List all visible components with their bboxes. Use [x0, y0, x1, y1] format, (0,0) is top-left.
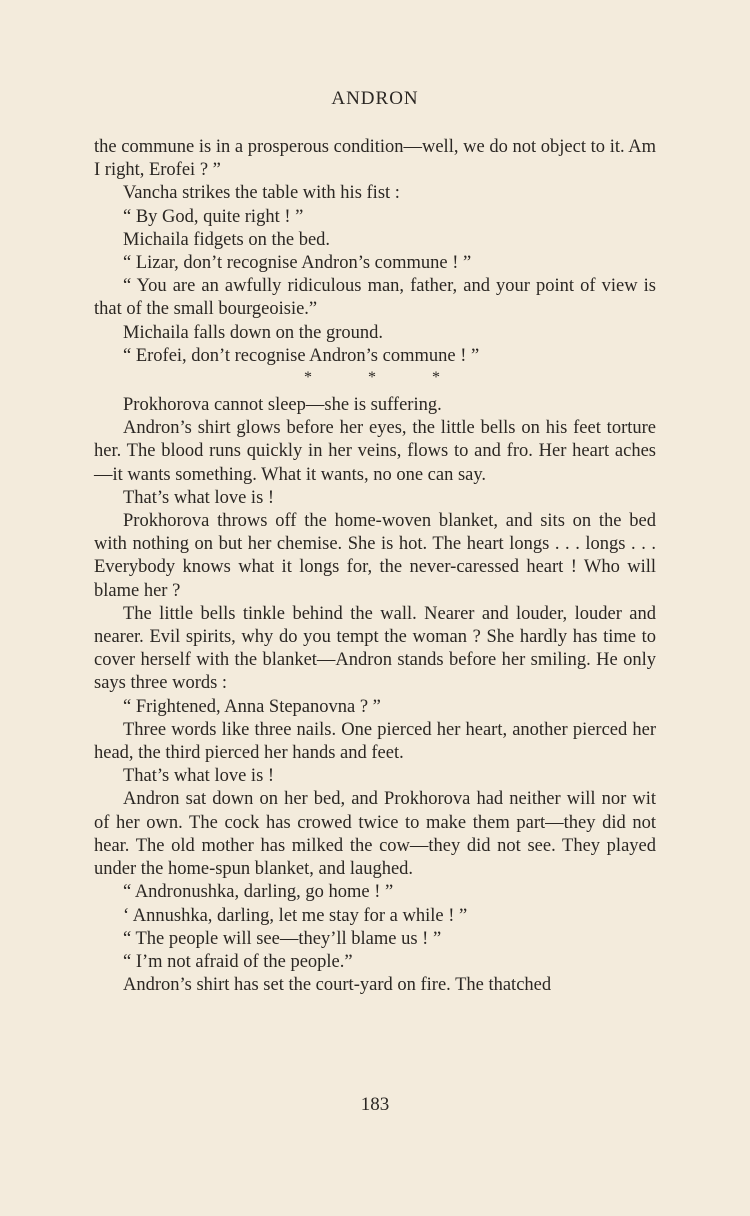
paragraph: Andron’s shirt has set the court-yard on fire. The thatched	[123, 975, 552, 996]
paragraph: Andron sat down on her bed, and Prokhorova had neither will nor wit of her own. The cock has crowed twice to make them part—they did not hear. The old mother has milked the cow—they did not see. They played under the home-spun blanket, and laughed.	[94, 789, 656, 880]
paragraph: “ Andronushka, darling, go home ! ”	[123, 882, 394, 903]
paragraph: “ Frightened, Anna Stepanovna ? ”	[123, 696, 381, 717]
paragraph: “ The people will see—they’ll blame us ! ”	[123, 928, 442, 949]
paragraph: “ By God, quite right ! ”	[123, 206, 304, 227]
body-text	[94, 136, 656, 997]
paragraph: Three words like three nails. One pierced her heart, another pierced her head, the third pierced her hands and feet.	[94, 719, 656, 764]
paragraph: “ Erofei, don’t recognise Andron’s commune ! ”	[123, 345, 480, 366]
paragraph: “ You are an awfully ridiculous man, father, and your point of view is that of the small bourgeoisie.”	[94, 276, 656, 320]
paragraph: Michaila fidgets on the bed.	[123, 229, 331, 250]
paragraph: Prokhorova throws off the home-woven blanket, and sits on the bed with nothing on but her chemise. She is hot. The heart longs . . . longs . . . Everybody knows what it longs for, the never-caressed heart ! Who will blame her ?	[94, 511, 656, 601]
running-title: ANDRON	[331, 88, 419, 109]
paragraph: “ Lizar, don’t recognise Andron’s commune ! ”	[123, 253, 472, 274]
paragraph: Prokhorova cannot sleep—she is suffering.	[123, 395, 442, 416]
paragraph: the commune is in a prosperous condition—well, we do not object to it. Am I right, Erofei ? ”	[94, 137, 656, 181]
paragraph: Andron’s shirt glows before her eyes, the little bells on his feet torture her. The blood runs quickly in her veins, flows to and fro. Her heart aches—it wants something. What it wants, no one can say.	[94, 418, 656, 485]
paragraph: Michaila falls down on the ground.	[123, 322, 383, 343]
page-number: 183	[360, 1094, 390, 1115]
section-break: * * *	[304, 369, 466, 387]
paragraph: That’s what love is !	[123, 766, 275, 787]
paragraph: That’s what love is !	[123, 487, 275, 508]
paragraph: Vancha strikes the table with his fist :	[123, 183, 400, 204]
paragraph: The little bells tinkle behind the wall. Nearer and louder, louder and nearer. Evil spirits, why do you tempt the woman ? She hardly has time to cover herself with the blanket—Andron stands before her smiling. He only says three words :	[94, 603, 656, 694]
paragraph: ‘ Annushka, darling, let me stay for a while ! ”	[123, 905, 468, 926]
paragraph: “ I’m not afraid of the people.”	[123, 951, 353, 972]
